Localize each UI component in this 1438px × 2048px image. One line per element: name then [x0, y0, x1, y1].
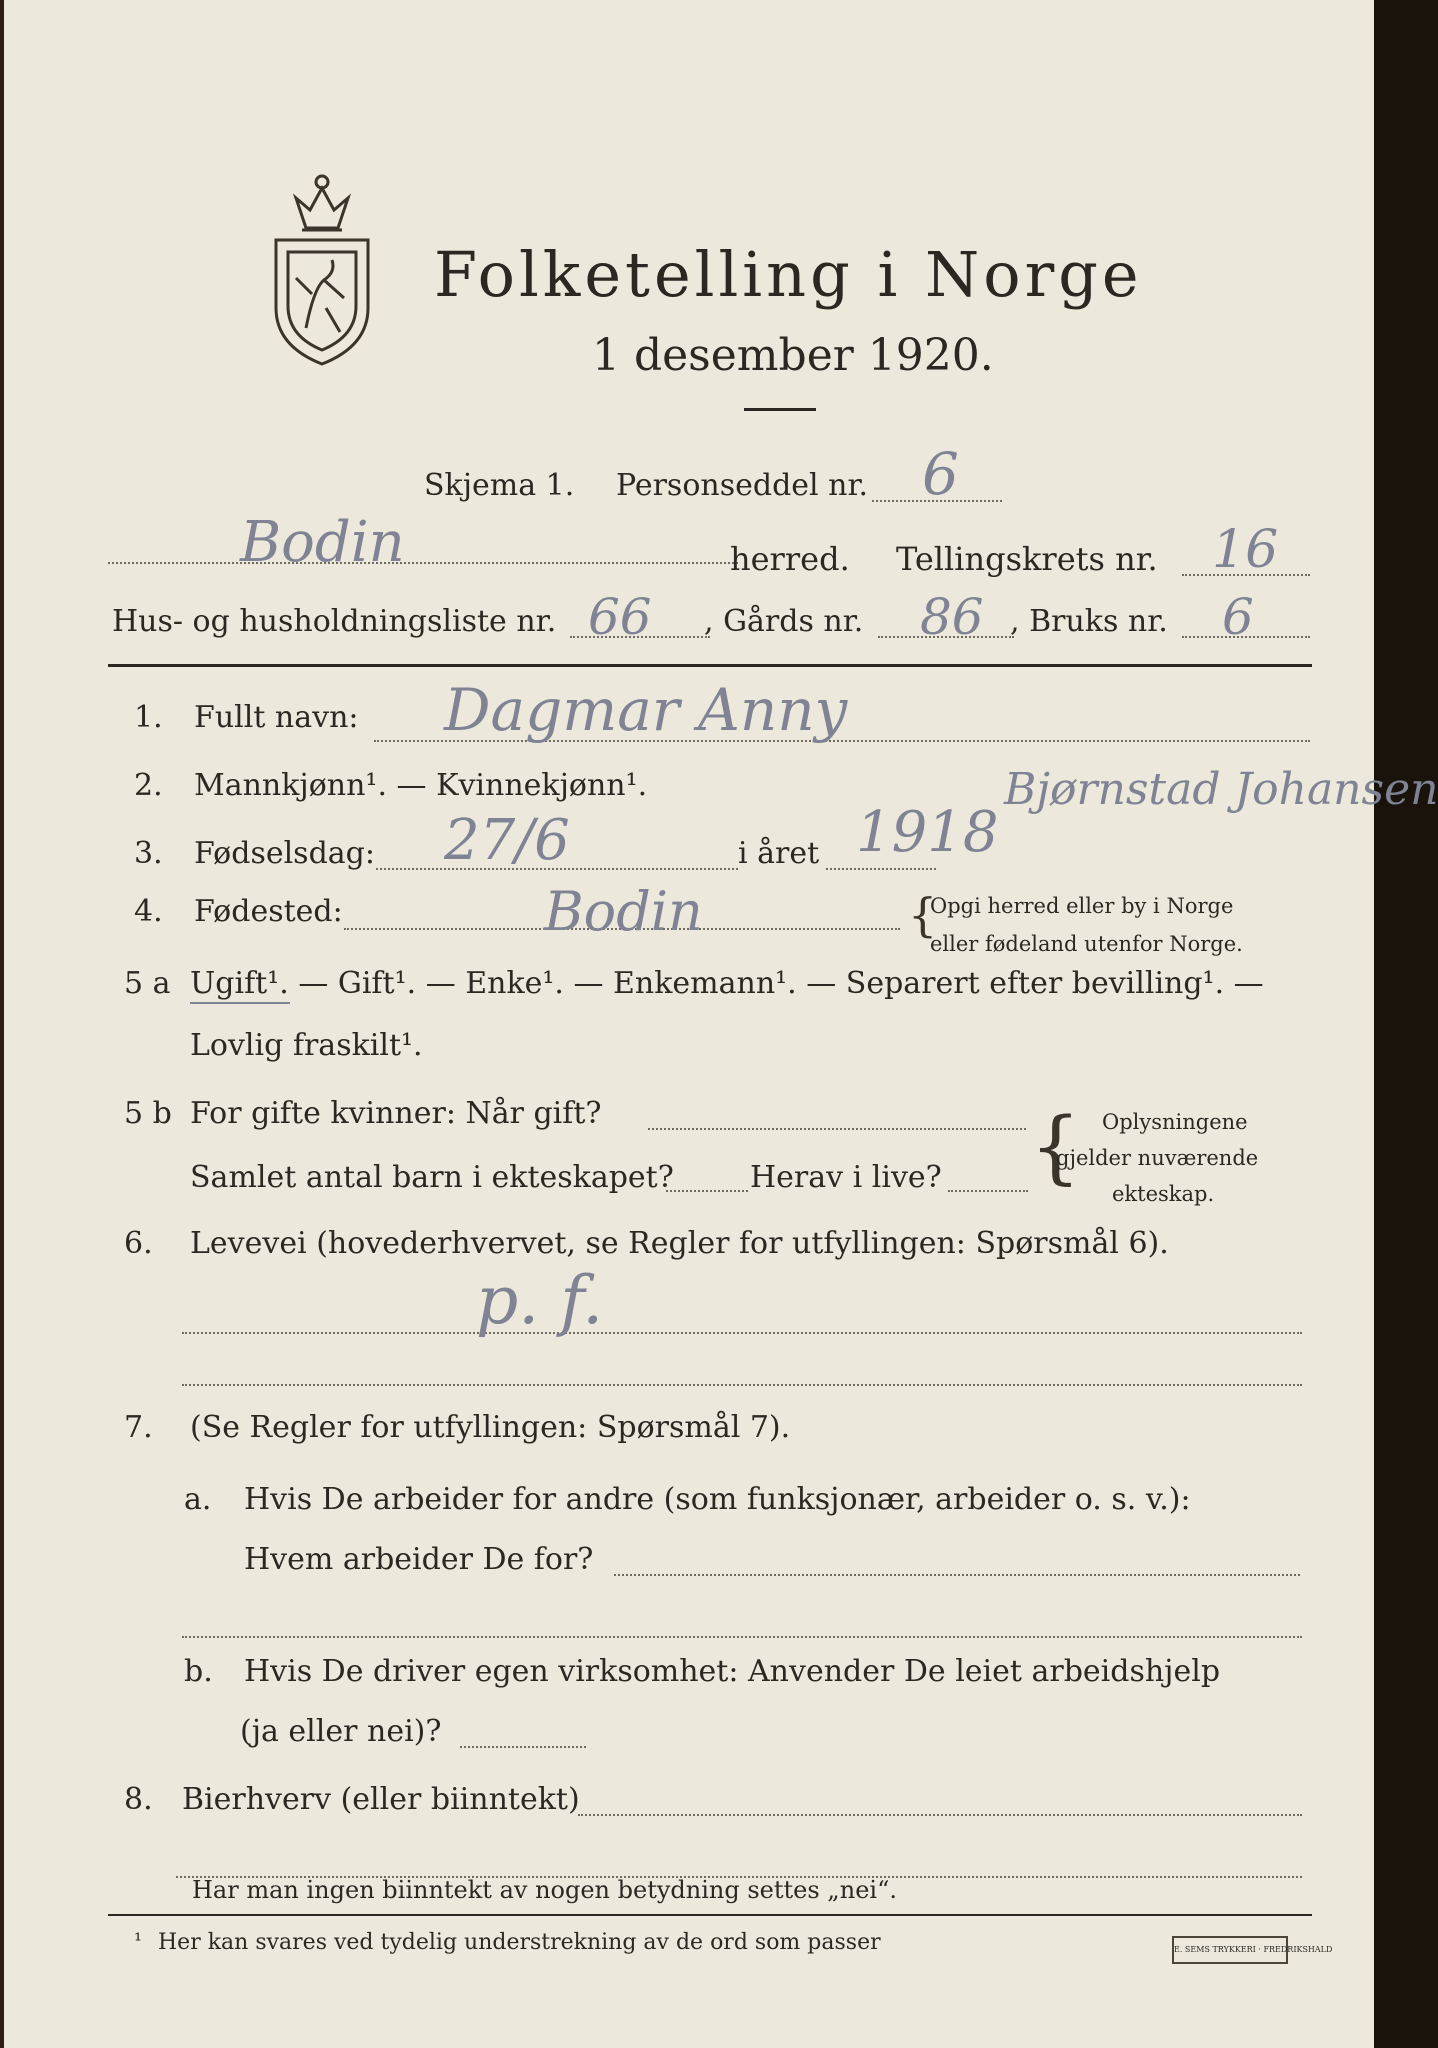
hus-label: Hus- og husholdningsliste nr. — [112, 604, 557, 639]
q5b-line-2 — [666, 1190, 748, 1192]
q4-number: 4. — [134, 894, 163, 929]
q7a-line-1: Hvis De arbeider for andre (som funksjonær, arbeider o. s. v.): — [244, 1482, 1191, 1517]
q1-label: Fullt navn: — [194, 700, 359, 735]
q3-year-line — [826, 868, 936, 870]
bruks-value: 6 — [1222, 588, 1254, 646]
q7b-line-1: Hvis De driver egen virksomhet: Anvender De leiet arbeidshjelp — [244, 1654, 1221, 1689]
herred-line — [108, 562, 738, 564]
q4-label: Fødested: — [194, 894, 343, 929]
q3-year-label: i året — [738, 836, 820, 871]
personseddel-label: Personseddel nr. — [616, 468, 869, 503]
printer-stamp: E. SEMS TRYKKERI · FREDRIKSHALD — [1172, 1936, 1288, 1964]
q6-line-2 — [182, 1384, 1302, 1386]
bruks-label: , Bruks nr. — [1010, 604, 1168, 639]
q7-number: 7. — [124, 1410, 153, 1445]
q7a-answer-line — [614, 1574, 1300, 1576]
q6-label: Levevei (hovederhvervet, se Regler for utfyllingen: Spørsmål 6). — [190, 1226, 1169, 1261]
coat-of-arms-icon — [266, 168, 378, 368]
gards-value: 86 — [920, 588, 984, 646]
q5b-note-1: Oplysningene — [1102, 1110, 1248, 1134]
q1-number: 1. — [134, 700, 163, 735]
q5a-underline — [190, 1002, 290, 1004]
q7a-extra-line — [182, 1636, 1302, 1638]
q5a-number: 5 a — [124, 966, 171, 1001]
q4-note-1: Opgi herred eller by i Norge — [930, 894, 1234, 918]
q5b-label-3: Herav i live? — [750, 1160, 942, 1195]
q8-number: 8. — [124, 1782, 153, 1817]
q5b-brace: { — [1030, 1100, 1081, 1193]
q7-label: (Se Regler for utfyllingen: Spørsmål 7). — [190, 1410, 791, 1445]
q5b-label-1: For gifte kvinner: Når gift? — [190, 1096, 602, 1131]
q1-value: Dagmar Anny — [444, 676, 848, 744]
q5b-number: 5 b — [124, 1096, 172, 1131]
q1-value-continued: Bjørnstad Johansen — [1004, 764, 1438, 815]
herred-label: herred. — [730, 540, 850, 578]
q2-label: Mannkjønn¹. — Kvinnekjønn¹. — [194, 768, 648, 803]
footer-note: Har man ingen biinntekt av nogen betydning settes „nei“. — [192, 1876, 897, 1904]
footnote-text: Her kan svares ved tydelig understrekning av de ord som passer — [158, 1930, 881, 1955]
q6-line-1 — [182, 1332, 1302, 1334]
q7a-letter: a. — [184, 1482, 212, 1517]
q4-note-2: eller fødeland utenfor Norge. — [930, 932, 1243, 956]
q7b-line-2: (ja eller nei)? — [240, 1714, 442, 1749]
herred-value: Bodin — [240, 510, 405, 575]
q7b-letter: b. — [184, 1654, 213, 1689]
hus-value: 66 — [588, 588, 652, 646]
q3-label: Fødselsdag: — [194, 836, 375, 871]
tellingskrets-value: 16 — [1212, 520, 1279, 580]
q5b-note-3: ekteskap. — [1112, 1182, 1215, 1206]
footnote-mark: ¹ — [134, 1928, 143, 1952]
q6-value: p. f. — [476, 1262, 604, 1339]
personseddel-value: 6 — [922, 440, 959, 508]
skjema-label: Skjema 1. — [424, 468, 575, 503]
q7b-answer-line — [460, 1746, 586, 1748]
q7a-line-2: Hvem arbeider De for? — [244, 1542, 594, 1577]
header-rule — [108, 664, 1312, 667]
q5b-line-1 — [648, 1128, 1026, 1130]
q3-number: 3. — [134, 836, 163, 871]
q3-value: 27/6 — [444, 808, 570, 873]
footer-rule — [108, 1914, 1312, 1916]
q5b-label-2: Samlet antal barn i ekteskapet? — [190, 1160, 674, 1195]
census-date: 1 desember 1920. — [592, 330, 994, 381]
q4-value: Bodin — [544, 880, 703, 943]
title-divider — [744, 408, 816, 411]
tellingskrets-label: Tellingskrets nr. — [896, 540, 1158, 578]
q5a-line-1: Ugift¹. — Gift¹. — Enke¹. — Enkemann¹. — Separert efter bevilling¹. — — [190, 966, 1264, 1001]
q4-brace: { — [908, 888, 938, 942]
q6-number: 6. — [124, 1226, 153, 1261]
q8-answer-line — [578, 1814, 1302, 1816]
form-title: Folketelling i Norge — [434, 238, 1143, 311]
q2-number: 2. — [134, 768, 163, 803]
gards-label: , Gårds nr. — [704, 604, 864, 639]
q5b-line-3 — [948, 1190, 1028, 1192]
q5b-note-2: gjelder nuværende — [1056, 1146, 1259, 1170]
q8-label: Bierhverv (eller biinntekt) — [182, 1782, 580, 1817]
q3-year-value: 1918 — [856, 800, 999, 865]
q5a-line-2: Lovlig fraskilt¹. — [190, 1028, 423, 1063]
